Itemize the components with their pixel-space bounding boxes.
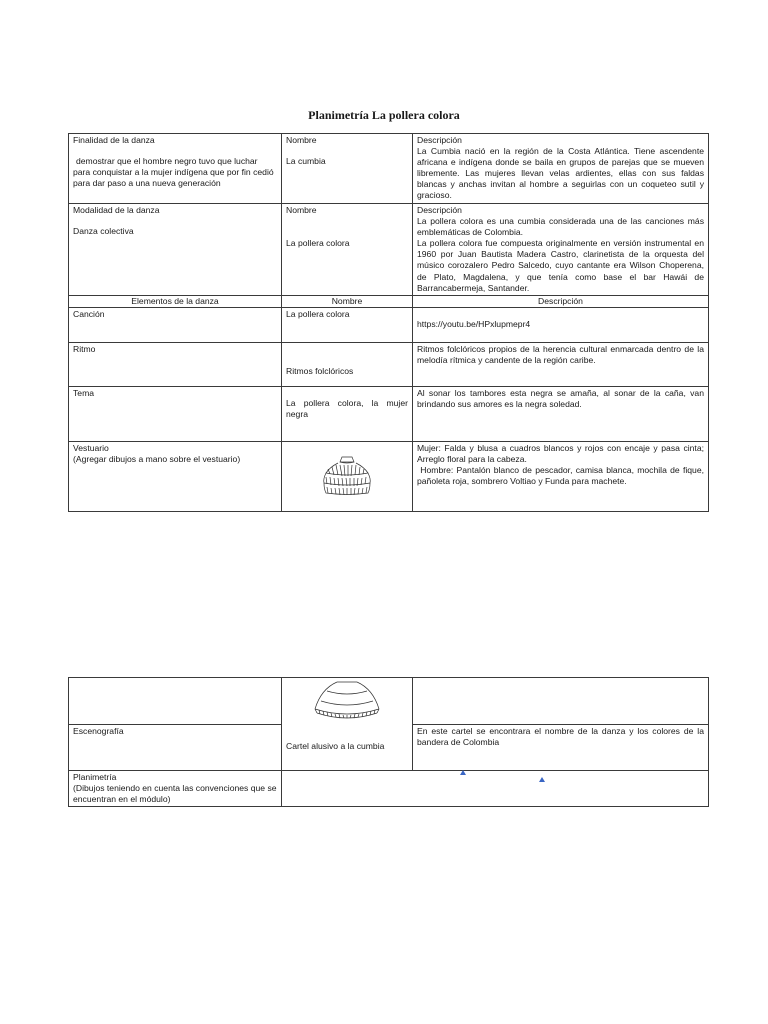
table-row xyxy=(69,724,709,770)
planimetria-label: Planimetría xyxy=(73,771,117,782)
column-header: Descripción xyxy=(413,295,709,307)
ritmo-desc: Ritmos folclóricos propios de la herencia cultural enmarcada dentro de la melodía rítmica y candente de la región caribe. xyxy=(413,342,709,386)
finalidad-text: demostrar que el hombre negro tuvo que luchar para conquistar a la mujer indígena que por fin cedió para dar paso a una nueva generación xyxy=(73,156,274,189)
tema-name: La pollera colora, la mujer negra xyxy=(286,397,408,419)
escenografia-table xyxy=(68,677,709,807)
planimetria-drawing-cell xyxy=(282,770,709,806)
modalidad-label: Modalidad de la danza xyxy=(73,205,160,215)
table-row xyxy=(69,134,709,204)
descripcion-text: La pollera colora es una cumbia considerada una de las canciones más emblemáticas de Colombia. xyxy=(417,216,704,238)
planimetria-cell xyxy=(69,770,282,806)
table-row xyxy=(69,342,709,386)
empty-cell xyxy=(413,678,709,725)
page-title: Planimetría La pollera colora xyxy=(308,108,460,122)
table-row xyxy=(69,770,709,806)
nombre-cell xyxy=(282,134,413,204)
nombre-label: Nombre xyxy=(286,135,317,145)
finalidad-cell xyxy=(69,134,282,204)
modalidad-cell xyxy=(69,204,282,296)
cancion-link-cell xyxy=(413,307,709,342)
descripcion-text: La pollera colora fue compuesta originalmente en versión instrumental en 1960 por Juan Bautista Madera Castro, clarinetista de la orquesta del músico corozalero Pedro Salcedo, cuyo cantante era Wilson Choperena, de Plato, Magdalena, y que tenía como base el bar Hawái de Barrancabermeja, Santander. xyxy=(417,238,704,293)
nombre-value: La pollera colora xyxy=(286,238,350,249)
descripcion-cell xyxy=(413,204,709,296)
vestuario-image-cell xyxy=(282,441,413,511)
cancion-label: Canción xyxy=(69,307,282,342)
descripcion-label: Descripción xyxy=(417,205,462,215)
descripcion-cell xyxy=(413,134,709,204)
vestuario-cell xyxy=(69,441,282,511)
nombre-value: La cumbia xyxy=(286,156,326,167)
escenografia-name-cell xyxy=(282,724,413,770)
tema-desc: Al sonar los tambores esta negra se amaña, al sonar de la caña, van brindando sus amores es la negra soledad. xyxy=(413,386,709,441)
song-link[interactable]: https://youtu.be/HPxlupmepr4 xyxy=(417,318,531,329)
vestuario-desc xyxy=(413,441,709,511)
escenografia-label: Escenografía xyxy=(69,724,282,770)
nombre-label: Nombre xyxy=(286,205,317,215)
tema-label: Tema xyxy=(69,386,282,441)
column-header: Elementos de la danza xyxy=(69,295,282,307)
table-row xyxy=(69,307,709,342)
vestuario-label: Vestuario xyxy=(73,442,109,453)
empty-cell xyxy=(69,678,282,725)
vestuario-desc-hombre: Hombre: Pantalón blanco de pescador, camisa blanca, mochila de fique, pañoleta roja, sombrero Voltiao y Funda para machete. xyxy=(417,465,707,487)
ritmo-name-cell xyxy=(282,342,413,386)
table-row xyxy=(69,386,709,441)
tema-name-cell xyxy=(282,386,413,441)
escenografia-desc: En este cartel se encontrara el nombre de la danza y los colores de la bandera de Colombia xyxy=(413,724,709,770)
ritmo-name: Ritmos folclóricos xyxy=(286,365,354,376)
half-skirt-drawing-icon xyxy=(309,679,385,723)
vestuario-sublabel: (Agregar dibujos a mano sobre el vestuario) xyxy=(73,453,241,464)
dance-table xyxy=(68,133,709,512)
planimetria-sublabel: (Dibujos teniendo en cuenta las convenciones que se encuentran en el módulo) xyxy=(73,782,277,804)
table-row xyxy=(69,678,709,725)
header-row xyxy=(69,295,709,307)
table-row xyxy=(69,204,709,296)
escenografia-name: Cartel alusivo a la cumbia xyxy=(286,741,385,751)
blue-triangle-marker-icon xyxy=(460,770,466,775)
escenografia-image-cell xyxy=(282,678,413,725)
column-header: Nombre xyxy=(282,295,413,307)
ritmo-label: Ritmo xyxy=(69,342,282,386)
finalidad-label: Finalidad de la danza xyxy=(73,135,155,145)
modalidad-value: Danza colectiva xyxy=(73,226,134,237)
descripcion-label: Descripción xyxy=(417,135,462,145)
descripcion-text: La Cumbia nació en la región de la Costa Atlántica. Tiene ascendente africana e indígena donde se baila en grupos de parejas que se mueven libremente. Las mujeres llevan velas ardientes, ellas con sus faldas blancas y anchas invitan al hombre a seguirlas con un coqueteo sutil y gracioso. xyxy=(417,146,704,201)
blue-triangle-marker-icon xyxy=(539,777,545,782)
nombre-cell xyxy=(282,204,413,296)
vestuario-desc-mujer: Mujer: Falda y blusa a cuadros blancos y rojos con encaje y pasa cinta; Arreglo floral para la cabeza. xyxy=(417,442,704,464)
cancion-name: La pollera colora xyxy=(282,307,413,342)
skirt-drawing-icon xyxy=(312,453,382,497)
table-row xyxy=(69,441,709,511)
